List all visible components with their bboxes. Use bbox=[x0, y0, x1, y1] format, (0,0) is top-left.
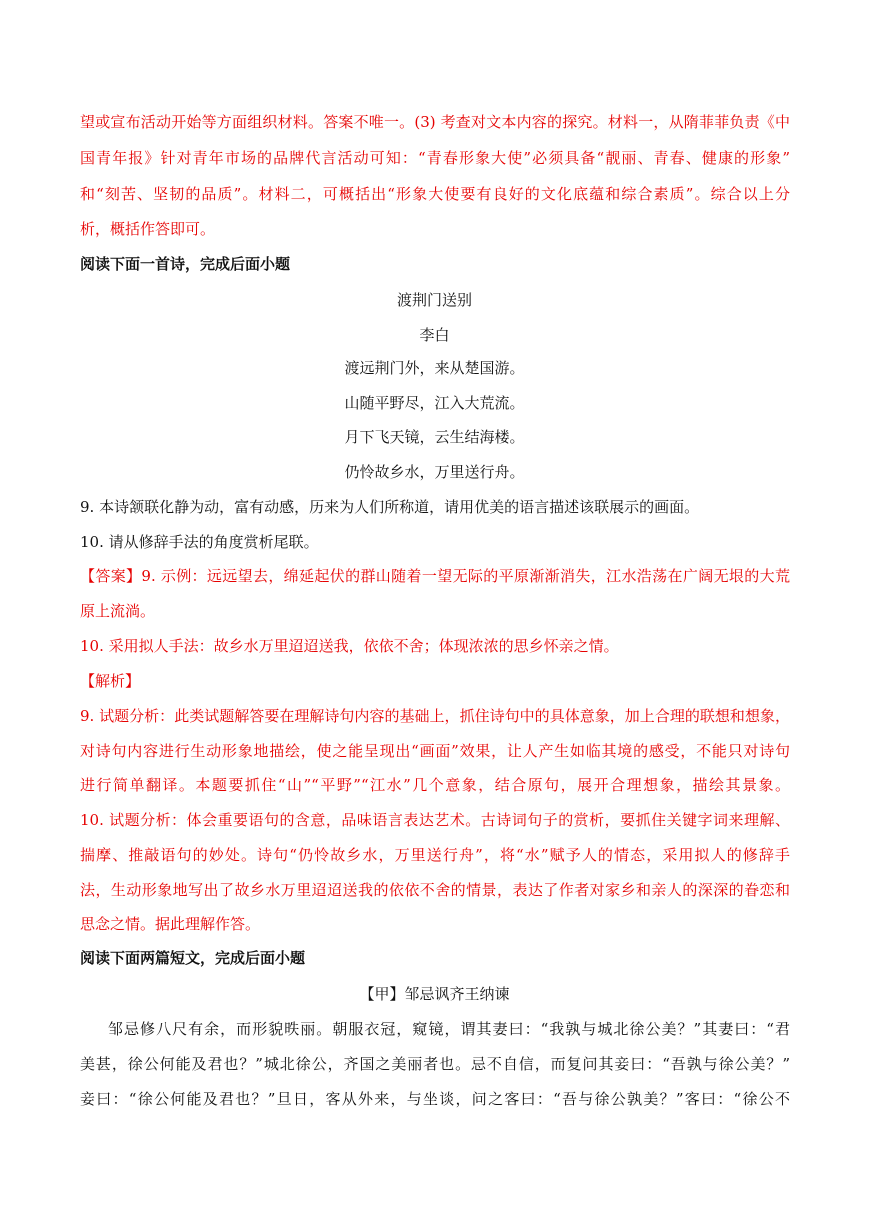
analysis-line-1: 9. 试题分析：此类试题解答要在理解诗句内容的基础上，抓住诗句中的具体意象，加上合理的联想和想象， bbox=[80, 707, 790, 725]
prev-explanation-line-1: 望或宣布活动开始等方面组织材料。答案不唯一。(3) 考查对文本内容的探究。材料一，从隋菲菲负责《中 bbox=[80, 113, 790, 131]
analysis-line-5: 揣摩、推敲语句的妙处。诗句“仍怜故乡水，万里送行舟”，将“水”赋予人的情态，采用拟人的修辞手 bbox=[80, 846, 790, 864]
analysis-line-2: 对诗句内容进行生动形象地描绘，使之能呈现出“画面”效果，让人产生如临其境的感受，不能只对诗句 bbox=[80, 742, 790, 760]
poem-line-4: 仍怜故乡水，万里送行舟。 bbox=[344, 463, 525, 481]
passage-line-3: 妾曰：“徐公何能及君也？”旦日，客从外来，与坐谈，问之客曰：“吾与徐公孰美？”客曰：“徐公不 bbox=[80, 1090, 790, 1108]
answer-line-1: 【答案】9. 示例：远远望去，绵延起伏的群山随着一望无际的平原渐渐消失，江水浩荡在广阔无垠的大荒 bbox=[80, 567, 790, 585]
poem-line-2: 山随平野尽，江入大荒流。 bbox=[344, 394, 525, 412]
passage-line-2: 美甚，徐公何能及君也？”城北徐公，齐国之美丽者也。忌不自信，而复问其妾曰：“吾孰与徐公美？” bbox=[80, 1055, 790, 1073]
poem-title: 渡荆门送别 bbox=[396, 291, 472, 309]
poem-line-3: 月下飞天镜，云生结海楼。 bbox=[344, 428, 525, 446]
poem-line-1: 渡远荆门外，来从楚国游。 bbox=[344, 359, 525, 377]
analysis-line-7: 思念之情。据此理解作答。 bbox=[80, 915, 261, 933]
question-9: 9. 本诗颔联化静为动，富有动感，历来为人们所称道，请用优美的语言描述该联展示的画面。 bbox=[80, 498, 700, 516]
analysis-line-3: 进行简单翻译。本题要抓住“山”“平野”“江水”几个意象，结合原句，展开合理想象，描绘其景象。 bbox=[80, 776, 790, 794]
answer-line-2: 原上流淌。 bbox=[80, 602, 156, 620]
prev-explanation-line-4: 析，概括作答即可。 bbox=[80, 220, 216, 238]
question-10: 10. 请从修辞手法的角度赏析尾联。 bbox=[80, 533, 319, 551]
analysis-heading: 【解析】 bbox=[80, 672, 141, 690]
analysis-line-4: 10. 试题分析：体会重要语句的含意，品味语言表达艺术。古诗词句子的赏析，要抓住关键字词来理解、 bbox=[80, 811, 790, 829]
section-instruction-passage: 阅读下面两篇短文，完成后面小题 bbox=[80, 949, 306, 967]
answer-line-3: 10. 采用拟人手法：故乡水万里迢迢送我，依依不舍；体现浓浓的思乡怀亲之情。 bbox=[80, 637, 619, 655]
poem-author: 李白 bbox=[419, 326, 450, 344]
passage-title: 【甲】邹忌讽齐王纳谏 bbox=[359, 985, 510, 1003]
prev-explanation-line-2: 国青年报》针对青年市场的品牌代言活动可知：“青春形象大使”必须具备“靓丽、青春、健康的形象” bbox=[80, 149, 790, 167]
prev-explanation-line-3: 和“刻苦、坚韧的品质”。材料二，可概括出“形象大使要有良好的文化底蕴和综合素质”。综合以上分 bbox=[80, 185, 790, 203]
passage-line-1: 邹忌修八尺有余，而形貌昳丽。朝服衣冠，窥镜，谓其妻曰：“我孰与城北徐公美？”其妻曰：“君 bbox=[108, 1020, 790, 1038]
section-instruction-poem: 阅读下面一首诗，完成后面小题 bbox=[80, 255, 291, 273]
analysis-line-6: 法，生动形象地写出了故乡水万里迢迢送我的依依不舍的情景，表达了作者对家乡和亲人的深深的眷恋和 bbox=[80, 881, 790, 899]
